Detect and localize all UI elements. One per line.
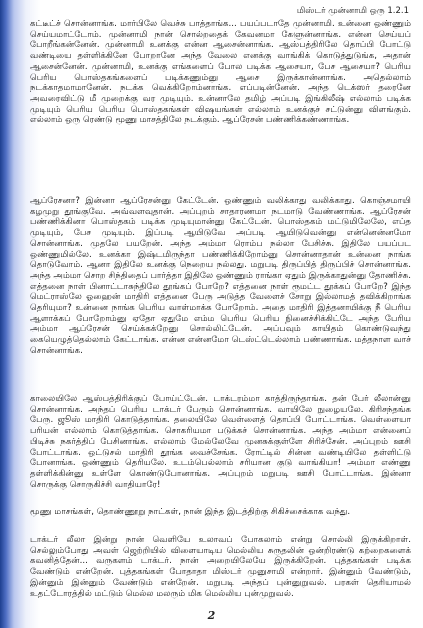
- body-text: [30, 19, 411, 617]
- paragraph-1: கட்டீட்ச் சொன்னாங்க. மார்பிலே வெச்சு பாத்தாங்க... பயப்படாதே முன்னாமி. உன்னை ஒண்ணும் செய்யமாட்டோம். முன்னாமி நான் சொல்றதைக் கேவனமா கேளுன்னாங்க. என்ன செய்யப் போறீங்கன்னேன். முன்னாமி உனக்கு என்ன ஆசைன்னாங்க. ஆஸ்பத்திரிலே தொப்பி போட்டு வண்டியை தள்ளிக்கினே போறானே அந்த வேலை எனக்கு வாங்கிக் கொடுத்துடுங்க, அதான் ஆசைன்னேன். முன்னாமி, உனக்கு எங்களைப் போல படிக்க ஆசையா, பேச ஆசையா? பெரிய பெரிய பொஸ்தகங்களைப் படிக்கணும்னு ஆசை இருக்கான்னாங்க. அதெல்லாம் நடக்காதமாமானேன். நடக்க வெக்கிறோம்னாங்க. எப்படின்னேன். அந்த டெக்ஸர் தரைனே அவரைவிட்டு மீ முறைக்கு வர முடியும். உன்னாலே தமிழ் அப்படி இங்கிலீஷ் எல்லாம் படிக்க முடியும் பெரிய பெரிய பொஸ்தகங்கள் விஷயங்கள் எல்லாம் உனக்குச் சட்டுன்னு விளங்கும். எல்லாம் ஒரு ரெண்டு மூணு மாசத்திலே நடக்கும். ஆப்ரேசன் பண்ணிக்கண்ணாங்க.: [30, 19, 411, 126]
- paragraph-3: காலையிலே ஆஸ்பத்திரிக்குப் போய்ட்டேன். டாக்டரம்மா காத்திருந்தாங்க. தன் பேர் லீலான்னு சொன்னாங்க. அந்தப் பெரிய டாக்டர் பேரும் சொன்னாங்க. வாயிலே நுழையலே. கிரிசந்தங்க பேரு. ஜூஸ் மாதிரி கொடுத்தாங்க. தலையிலே வெள்ளைத் தொப்பி போட்டாங்க. வெள்ளையா பரியன் எல்லாம் கொடுத்தாங்க. சொகரியமா படுக்கச் சொன்னாங்க. அந்த அம்மா என்னைப் பிடிச்சு நகர்த்திப் பேசினாங்க. எல்லாம் மேல்லேவே முனசுக்குள்ளே சிரிச்சேன். அப்புறம் ஊசி போட்டாங்க. ஒட்டுசல் மாதிரி தூங்க வைச்சேங்க. ரோட்டில் சின்ன வண்டியிலே தள்ளிட்டு போனாங்க. ஒண்ணும் தெரியலே. உடம்பெல்லாம் சரியான குடு வாங்கியா! அம்மா எண்ணு தள்ளிக்கின்னு உள்ளே கொண்டுபோனாங்க. அப்புறம் மறுபடி ஊசி போட்டாங்க. இன்னா சொருக்கு சொருகிச்சி வாதியாரே!: [30, 394, 411, 490]
- paragraph-4: மூணு மாசங்கள், தொண்ணூறு நாட்கள், நான் இந்த இடத்திற்கு சிகிச்சைக்காக வந்து.: [30, 507, 351, 517]
- paragraph-5: டாக்டர் லீலா இன்று நான் வெளியே உலாவப் போகலாம் என்று சொல்லி இருக்கிறாள். செல்லும்போது அவள் ஜெற்றியில் விளையாடிய மெல்லிய சுருதலின் ஒன்றிரண்டு கற்றைகளைக் கவனித்தேன்... வருகளம் டாக்டர். நான் அறையிலேயே இருக்கிறேன். புத்தகங்கள் படிக்க வேண்டும் என்றேன். புத்தகங்கள் போதாதா மிஸ்டர் முனுசாமி என்றார். இன்னும் வேண்டும், இன்னும் இன்னும் வேண்டும் என்றேன். மறுபடி அந்தப் புன்னுறுவல். பரகள் தெரியாமல் உதட்டோரத்தில் மட்டும் மெல்ல மலரும் மிக மெல்லிய புன்முறுவல்.: [30, 535, 411, 599]
- page-number: 2: [207, 609, 216, 622]
- running-header: மிஸ்டர் முன்னாமி ஒரு 1.2.1: [296, 6, 409, 16]
- paragraph-2: ஆப்ரேசனா? இன்னா ஆப்ரேசன்னு கேட்டேன். ஒண்ணும் வலிக்காது வலிக்காது. கொஞ்சமாயி கழமுறு தூங்குவே. அவ்வளவுதான். அப்புறம் சாதாரணமா நடமாடு வேண்ணாங்க. ஆப்ரேசன் பண்ணிக்கினா பொஸ்தகம் படிக்க முடியுமான்னு கேட்டேன். பொஸ்தகம் மட்டுமிலேலே, எப்த முடியும், பேச முடியும். இப்படி ஆயிடுவே அப்படி ஆயிடுவென்னு என்னென்னமோ சொன்னாங்க. முதலே பயறேன். அந்த அம்மா ரொம்ப நல்லா பேசிச்சு. இதிலே பயப்பட ஒண்ணுமில்லே. உனக்கா இஷ்டமிருந்தா பண்ணிக்கிறோம்னு சொன்னாதான் உன்னை நாங்க தொடுவோம். ஆனா இதிலே உனக்கு நெறைய நல்லது. மறுபடி திருப்பித் திருப்பிச் சொன்னாங்க. அந்த அம்மா சொற சிந்திதைப் பார்த்தா இதிலே ஒண்ணும் ராங்கா ஏதும் இருக்காதுன்னு தோணிச்சு. எத்தனை நாள் பினாட்டாசுந்திலே தூங்கப் போறே? எத்தனை நாள் ரூமட்ட தூக்கப் போறே? இந்த மெட்ராஸ்லே ஓஹைன் மாதிரி எத்தனை பேரு அடுத்த வேளைச் சோறு இல்லாமத் தவிக்கிறாங்க தெரியுமா? உன்னை நாங்க பெரிய வாள்மாக்க போறோம். அதை மாதிரி இத்தனாயிக்கு நீ பெரிய ஆளாக்கப் போறோம்னு ஏதோ ஏதுமே எம்ம பெரிய பெரிய நினைச்சிக்கிட்டே அந்த பேரிய அம்மா ஆப்ரேசன் செய்க்கக்றேனு சொல்லிட்டேன். அப்பவும் காயிதம் கொண்டுவந்து கையெழுத்தெல்லாம் கேட்டாங்க. என்ன என்னமோ டெஸ்ட்டெல்லாம் பண்ணாங்க. மத்தநாள வாச் சொன்னாங்க.: [30, 196, 411, 356]
